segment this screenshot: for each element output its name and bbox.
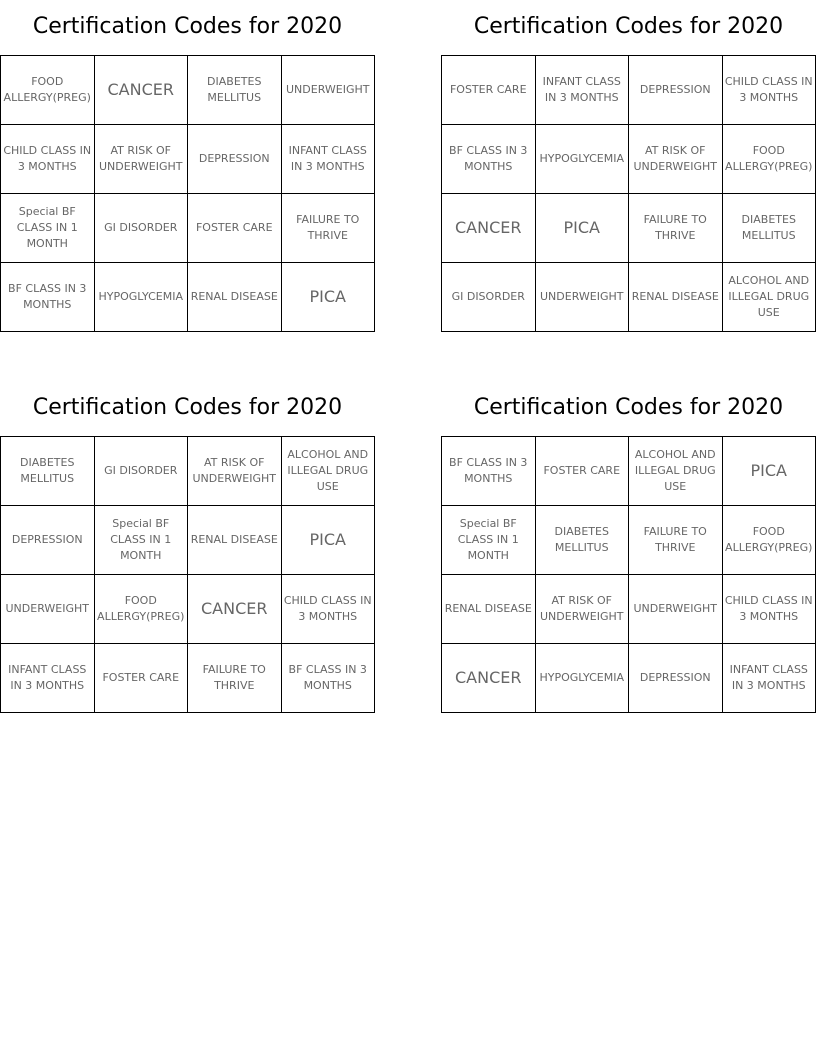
grid-cell: AT RISK OF UNDERWEIGHT xyxy=(188,437,282,506)
grid-cell: RENAL DISEASE xyxy=(442,575,536,644)
bingo-grid xyxy=(441,55,816,332)
grid-cell: CHILD CLASS IN 3 MONTHS xyxy=(281,575,375,644)
grid-cell: FOOD ALLERGY(PREG) xyxy=(722,506,816,575)
grid-cell: DEPRESSION xyxy=(629,644,723,713)
grid-cell: DEPRESSION xyxy=(629,56,723,125)
grid-row xyxy=(1,506,375,575)
grid-cell: PICA xyxy=(281,506,375,575)
grid-cell: DEPRESSION xyxy=(1,506,95,575)
grid-cell: HYPOGLYCEMIA xyxy=(535,644,629,713)
grid-cell: DIABETES MELLITUS xyxy=(535,506,629,575)
grid-cell: DIABETES MELLITUS xyxy=(1,437,95,506)
bingo-grid xyxy=(441,436,816,713)
grid-cell: INFANT CLASS IN 3 MONTHS xyxy=(535,56,629,125)
grid-cell: ALCOHOL AND ILLEGAL DRUG USE xyxy=(629,437,723,506)
card-title: Certification Codes for 2020 xyxy=(32,395,343,420)
grid-cell: BF CLASS IN 3 MONTHS xyxy=(442,437,536,506)
grid-cell: FOSTER CARE xyxy=(94,644,188,713)
grid-cell: BF CLASS IN 3 MONTHS xyxy=(442,125,536,194)
grid-cell: PICA xyxy=(722,437,816,506)
grid-cell: INFANT CLASS IN 3 MONTHS xyxy=(722,644,816,713)
grid-cell: HYPOGLYCEMIA xyxy=(535,125,629,194)
grid-cell: RENAL DISEASE xyxy=(188,263,282,332)
grid-row xyxy=(442,125,816,194)
grid-row xyxy=(442,194,816,263)
grid-cell: CHILD CLASS IN 3 MONTHS xyxy=(1,125,95,194)
grid-cell: CHILD CLASS IN 3 MONTHS xyxy=(722,575,816,644)
grid-row xyxy=(1,56,375,125)
grid-cell: CANCER xyxy=(94,56,188,125)
grid-cell: PICA xyxy=(281,263,375,332)
card-title: Certification Codes for 2020 xyxy=(473,14,784,39)
grid-cell: DEPRESSION xyxy=(188,125,282,194)
grid-row xyxy=(442,263,816,332)
grid-cell: FAILURE TO THRIVE xyxy=(281,194,375,263)
grid-row xyxy=(1,263,375,332)
grid-cell: UNDERWEIGHT xyxy=(629,575,723,644)
card-title: Certification Codes for 2020 xyxy=(32,14,343,39)
grid-row xyxy=(442,575,816,644)
grid-row xyxy=(442,437,816,506)
grid-cell: Special BF CLASS IN 1 MONTH xyxy=(94,506,188,575)
grid-cell: Special BF CLASS IN 1 MONTH xyxy=(442,506,536,575)
grid-cell: CANCER xyxy=(442,194,536,263)
grid-row xyxy=(1,644,375,713)
grid-row xyxy=(442,506,816,575)
grid-cell: DIABETES MELLITUS xyxy=(722,194,816,263)
card-title: Certification Codes for 2020 xyxy=(473,395,784,420)
grid-cell: CANCER xyxy=(442,644,536,713)
bingo-grid xyxy=(0,436,375,713)
grid-cell: GI DISORDER xyxy=(94,194,188,263)
grid-row xyxy=(1,437,375,506)
grid-cell: BF CLASS IN 3 MONTHS xyxy=(1,263,95,332)
grid-cell: AT RISK OF UNDERWEIGHT xyxy=(629,125,723,194)
grid-cell: ALCOHOL AND ILLEGAL DRUG USE xyxy=(281,437,375,506)
grid-cell: FOSTER CARE xyxy=(188,194,282,263)
grid-cell: CHILD CLASS IN 3 MONTHS xyxy=(722,56,816,125)
grid-cell: GI DISORDER xyxy=(94,437,188,506)
grid-cell: HYPOGLYCEMIA xyxy=(94,263,188,332)
grid-cell: PICA xyxy=(535,194,629,263)
grid-cell: RENAL DISEASE xyxy=(188,506,282,575)
grid-cell: FOOD ALLERGY(PREG) xyxy=(1,56,95,125)
grid-row xyxy=(1,125,375,194)
grid-cell: CANCER xyxy=(188,575,282,644)
grid-cell: FOOD ALLERGY(PREG) xyxy=(722,125,816,194)
grid-cell: UNDERWEIGHT xyxy=(1,575,95,644)
grid-row xyxy=(1,194,375,263)
grid-cell: INFANT CLASS IN 3 MONTHS xyxy=(281,125,375,194)
grid-cell: Special BF CLASS IN 1 MONTH xyxy=(1,194,95,263)
grid-row xyxy=(442,56,816,125)
grid-cell: GI DISORDER xyxy=(442,263,536,332)
grid-row xyxy=(1,575,375,644)
bingo-grid xyxy=(0,55,375,332)
grid-cell: FOSTER CARE xyxy=(535,437,629,506)
grid-cell: FOOD ALLERGY(PREG) xyxy=(94,575,188,644)
grid-cell: FAILURE TO THRIVE xyxy=(188,644,282,713)
grid-cell: DIABETES MELLITUS xyxy=(188,56,282,125)
grid-cell: UNDERWEIGHT xyxy=(281,56,375,125)
grid-cell: FAILURE TO THRIVE xyxy=(629,194,723,263)
grid-cell: RENAL DISEASE xyxy=(629,263,723,332)
grid-cell: AT RISK OF UNDERWEIGHT xyxy=(535,575,629,644)
grid-cell: UNDERWEIGHT xyxy=(535,263,629,332)
grid-cell: BF CLASS IN 3 MONTHS xyxy=(281,644,375,713)
grid-cell: FAILURE TO THRIVE xyxy=(629,506,723,575)
grid-cell: FOSTER CARE xyxy=(442,56,536,125)
grid-row xyxy=(442,644,816,713)
grid-cell: AT RISK OF UNDERWEIGHT xyxy=(94,125,188,194)
grid-cell: ALCOHOL AND ILLEGAL DRUG USE xyxy=(722,263,816,332)
grid-cell: INFANT CLASS IN 3 MONTHS xyxy=(1,644,95,713)
